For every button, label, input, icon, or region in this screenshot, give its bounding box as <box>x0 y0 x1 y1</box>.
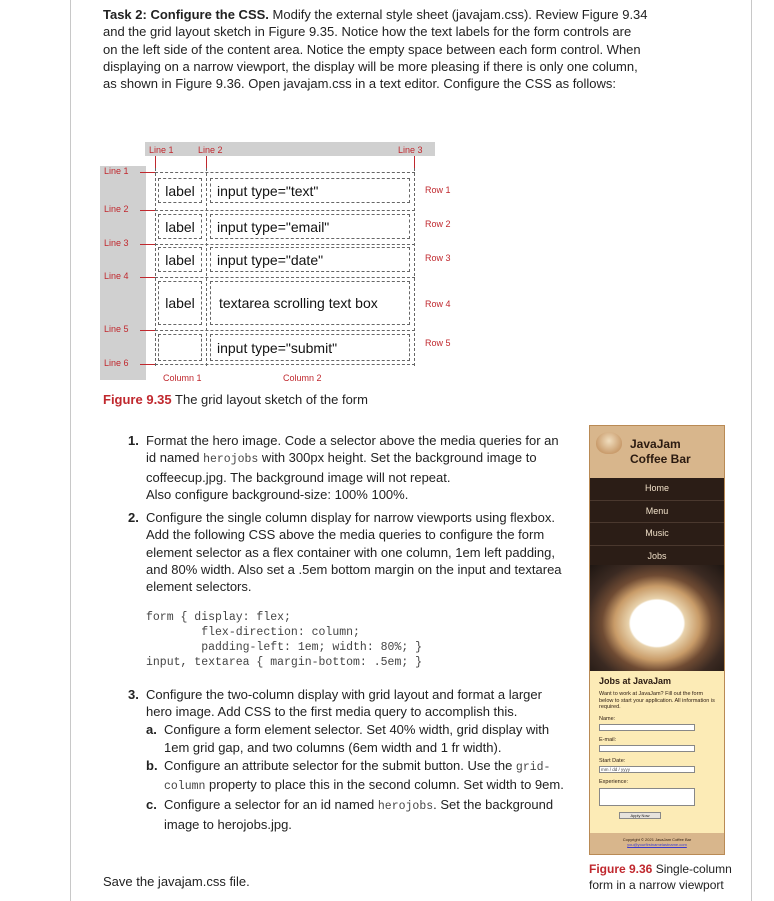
step-text: Also configure background-size: 100% 100%. <box>146 486 409 502</box>
hero-image <box>590 565 724 671</box>
figure-number: Figure 9.35 <box>103 392 172 407</box>
grid-line <box>414 168 415 366</box>
col-line-label: Line 3 <box>398 145 423 155</box>
site-title-line: JavaJam <box>630 437 681 451</box>
control-cell: input type="submit" <box>210 334 410 361</box>
page-heading: Jobs at JavaJam <box>599 676 672 686</box>
step-3b <box>146 757 568 796</box>
experience-textarea[interactable] <box>599 788 695 806</box>
step-text: Configure a selector for an id named <box>164 797 378 813</box>
step-1 <box>128 432 568 503</box>
step-2 <box>128 509 568 595</box>
css-code-block: form { display: flex; flex-direction: column; padding-left: 1em; width: 80%; } input, textarea { margin-bottom: .5em; } <box>146 610 423 669</box>
step-text: Configure a form element selector. Set 40% width, grid display with 1em grid gap, and two columns (6em width and 1 fr width). <box>164 722 550 755</box>
row-line-arrow <box>140 172 155 173</box>
control-cell: textarea scrolling text box <box>210 281 410 325</box>
substep-letter: c. <box>146 797 157 813</box>
step-3c <box>146 796 568 833</box>
col-line-arrow <box>206 156 207 168</box>
row-line-label: Line 1 <box>104 166 129 176</box>
figure-caption-text: Single-column form in a narrow viewport <box>589 862 732 892</box>
grid-line <box>155 172 415 173</box>
page-intro: Want to work at JavaJam? Fill out the form below to start your application. All information is required. <box>599 691 715 710</box>
copyright-text: Copyright © 2021 JavaJam Coffee Bar <box>622 837 692 842</box>
step-3 <box>128 686 568 833</box>
step-text: property to place this in the second column. Set width to 9em. <box>205 777 564 793</box>
site-nav <box>590 478 724 565</box>
experience-label: Experience: <box>599 779 629 785</box>
nav-home-link[interactable]: Home <box>590 478 724 501</box>
figure-number: Figure 9.36 <box>589 862 653 876</box>
inline-code: grid-column <box>164 760 551 794</box>
step-text: Configure the single column display for narrow viewports using flexbox. Add the following CSS above the media queries to configure the form element selector as a flex container with one column, 1em left padding, and 80% width. Also set a .5em bottom margin on the input and textarea element selectors. <box>146 510 562 595</box>
step-text: Configure an attribute selector for the submit button. Use the <box>164 757 516 773</box>
nav-jobs-link[interactable]: Jobs <box>590 546 724 569</box>
figure-caption-2 <box>589 861 739 893</box>
control-cell: input type="date" <box>210 247 410 272</box>
email-label: E-mail: <box>599 737 617 743</box>
col-line-arrow <box>155 156 156 168</box>
label-cell: label <box>158 178 202 203</box>
row-line-arrow <box>140 364 155 365</box>
substep-letter: a. <box>146 722 157 738</box>
column-label: Column 2 <box>283 373 322 383</box>
step-number: 2. <box>128 510 139 526</box>
grid-line <box>155 277 415 278</box>
grid-layout-sketch <box>100 142 451 387</box>
instruction-steps <box>128 432 568 833</box>
task-text: Modify the external style sheet (javajam.css). Review Figure 9.34 and the grid layout sketch in Figure 9.35. Notice how the text labels for the form controls are on the left side of the content area. Notice the empty space between each form control. When displaying on a narrow viewport, the display will be more pleasing if there is only one column, as shown in Figure 9.36. Open javajam.css in a text editor. Configure the CSS as follows: <box>103 7 648 92</box>
narrow-viewport-screenshot <box>589 425 725 855</box>
grid-line <box>155 168 156 366</box>
row-label: Row 5 <box>425 338 451 348</box>
name-label: Name: <box>599 716 616 722</box>
substep-letter: b. <box>146 757 158 773</box>
nav-menu-link[interactable]: Menu <box>590 501 724 524</box>
col-line-label: Line 1 <box>149 145 174 155</box>
coffee-cup-logo-icon <box>596 432 622 454</box>
site-footer <box>590 833 724 854</box>
control-cell: input type="email" <box>210 214 410 239</box>
right-margin-rule <box>751 0 752 901</box>
inline-code: herojobs <box>377 800 434 814</box>
task-title: Task 2: Configure the CSS. <box>103 7 269 22</box>
save-instruction: Save the javajam.css file. <box>103 874 250 889</box>
start-date-field[interactable]: mm / dd / yyyy <box>599 766 695 773</box>
col-line-arrow <box>414 156 415 168</box>
row-line-label: Line 5 <box>104 324 129 334</box>
row-label: Row 2 <box>425 219 451 229</box>
apply-now-button[interactable]: Apply Now <box>619 812 661 819</box>
left-margin-rule <box>70 0 71 901</box>
empty-label-cell <box>158 334 202 361</box>
row-line-label: Line 2 <box>104 204 129 214</box>
row-label: Row 3 <box>425 253 451 263</box>
figure-caption-text: The grid layout sketch of the form <box>175 392 368 407</box>
site-header <box>590 426 724 478</box>
row-line-arrow <box>140 210 155 211</box>
email-field[interactable] <box>599 745 695 752</box>
step-number: 3. <box>128 686 139 702</box>
task-intro <box>103 6 648 92</box>
latte-heart-icon <box>648 605 666 623</box>
step-text: . Set the background image to herojobs.jpg. <box>164 797 554 832</box>
label-cell: label <box>158 281 202 325</box>
start-date-label: Start Date: <box>599 758 626 764</box>
grid-line <box>155 244 415 245</box>
figure-caption <box>103 392 368 407</box>
label-cell: label <box>158 214 202 239</box>
step-text: Format the hero image. Code a selector above the media queries for an id named <box>146 433 559 466</box>
row-label: Row 1 <box>425 185 451 195</box>
column-label: Column 1 <box>163 373 202 383</box>
grid-line <box>155 364 415 365</box>
step-3a <box>146 721 568 756</box>
grid-line <box>155 210 415 211</box>
row-line-label: Line 3 <box>104 238 129 248</box>
grid-line <box>206 168 207 366</box>
name-field[interactable] <box>599 724 695 731</box>
column-line-band <box>145 142 435 156</box>
step-text: Configure the two-column display with grid layout and format a larger hero image. Add CSS to the first media query to accomplish this. <box>146 686 542 719</box>
inline-code: herojobs <box>203 453 259 467</box>
col-line-label: Line 2 <box>198 145 223 155</box>
step-text: with 300px height. Set the background image to coffeecup.jpg. The background image will not repeat. <box>146 450 537 485</box>
row-line-arrow <box>140 244 155 245</box>
control-cell: input type="text" <box>210 178 410 203</box>
step-number: 1. <box>128 433 139 448</box>
row-line-arrow <box>140 277 155 278</box>
footer-email-link[interactable]: you@yourfirstnamelastname.com <box>627 842 687 847</box>
label-cell: label <box>158 247 202 272</box>
grid-line <box>155 330 415 331</box>
row-line-arrow <box>140 330 155 331</box>
row-line-label: Line 6 <box>104 358 129 368</box>
site-title-line: Coffee Bar <box>630 452 691 466</box>
site-title <box>630 437 691 467</box>
row-label: Row 4 <box>425 299 451 309</box>
row-line-label: Line 4 <box>104 271 129 281</box>
nav-music-link[interactable]: Music <box>590 523 724 546</box>
